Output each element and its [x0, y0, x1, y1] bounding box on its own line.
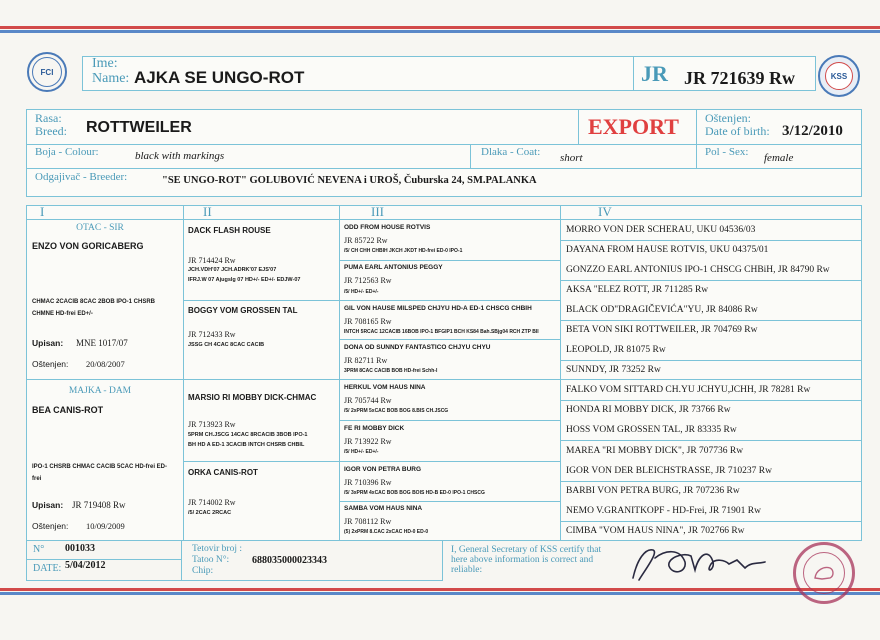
date-label: DATE:: [33, 563, 62, 574]
gen2-reg: JR 712433 Rw: [188, 330, 236, 339]
gen2-divider-1: [183, 300, 560, 301]
sire-label: OTAC - SIR: [76, 223, 124, 233]
gen2-reg: JR 713923 Rw: [188, 420, 236, 429]
gen2-reg: JR 714002 Rw: [188, 498, 236, 507]
column-header-ii: II: [203, 204, 212, 219]
top-stripe-red: [0, 26, 880, 29]
tatoo-label: Tatoo N°:: [192, 555, 230, 565]
dog-head-icon: [812, 564, 836, 582]
no-value: 001033: [65, 543, 95, 554]
coat-value: short: [560, 152, 583, 164]
gen2-titles: /5/ 2CAC 2RCAC: [188, 510, 232, 516]
info-col-divider-2: [696, 109, 697, 144]
gen4-entry: FALKO VOM SITTARD CH.YU JCHYU,JCHH, JR 78281 Rw: [566, 385, 811, 395]
gen4-entry: CIMBA "VOM HAUS NINA", JR 702766 Rw: [566, 526, 745, 536]
gen4-entry: AKSA "ELEZ ROTT, JR 711285 Rw: [566, 285, 709, 295]
sire-ostenjen-label: Oštenjen:: [32, 359, 69, 369]
gen4-entry: BLACK OD"DRAGIČEVIĆA"YU, JR 84086 Rw: [566, 305, 758, 315]
footer-left: [26, 541, 27, 581]
jr-mark: JR: [641, 61, 668, 86]
chip-value: 688035000023343: [252, 555, 327, 566]
gen4-entry: HOSS VOM GROSSEN TAL, JR 83335 Rw: [566, 425, 737, 435]
gen3-name: GIL VON HAUSE MILSPED CHJYU HD-A ED-1 CHSCG CHBIH: [344, 305, 532, 312]
gen4-entry: LEOPOLD, JR 81075 Rw: [566, 345, 666, 355]
gen4-entry: BARBI VON PETRA BURG, JR 707236 Rw: [566, 486, 740, 496]
gen4-entry: IGOR VON DER BLEICHSTRASSE, JR 710237 Rw: [566, 466, 772, 476]
gen3-titles: /5/ 3xPRM 4xCAC BOB BOG BOIS HD-B ED-0 IPO-1 CHSCG: [344, 490, 485, 496]
ostenjen-label: Oštenjen:: [705, 111, 751, 125]
gen3-titles: /5/ 2xPRM 5xCAC BOB BOG 8.BIS CH.JSCG: [344, 408, 449, 414]
sire-dob: 20/08/2007: [86, 359, 125, 369]
gen2-titles: 5PRM CH.JSCG 14CAC 8RCACIB 3BOB IPO-1: [188, 432, 308, 438]
gen3-name: ODD FROM HOUSE ROTVIS: [344, 224, 431, 231]
gen3-titles: 3PRM 8CAC CACIB BOB HD-frei Schh-I: [344, 368, 438, 374]
no-label: N°: [33, 544, 45, 555]
gen3-name: IGOR VON PETRA BURG: [344, 466, 422, 473]
dob-value: 3/12/2010: [782, 123, 843, 139]
gen3-name: FE RI MOBBY DICK: [344, 425, 405, 432]
gen3-name: HERKUL VOM HAUS NINA: [344, 384, 426, 391]
sire-reg: MNE 1017/07: [76, 338, 128, 348]
pedigree-col-divider-2: [339, 205, 340, 541]
gen4-entry: MORRO VON DER SCHERAU, UKU 04536/03: [566, 225, 756, 235]
gen3-titles: INTCH 5RCAC 12CACIB 16BOB IPO-1 BFGIP1 BCH KS84 Bah.SBjg04 RCH ZTP BII: [344, 329, 539, 335]
gen4-entry: HONDA RI MOBBY DICK, JR 73766 Rw: [566, 405, 731, 415]
sire-upisan-label: Upisan:: [32, 338, 64, 348]
gen3-divider-4: [339, 501, 560, 502]
gen3-reg: JR 82711 Rw: [344, 356, 388, 365]
gen3-divider-3: [339, 420, 560, 421]
date-value: 5/04/2012: [65, 560, 106, 571]
bottom-stripe-red: [0, 588, 880, 591]
dam-label: MAJKA - DAM: [68, 386, 132, 396]
top-stripe-blue: [0, 30, 880, 33]
kss-logo-text: KSS: [830, 71, 848, 81]
gen2-titles: JCH.VDH'07 JCH.ADRK'07 EJS'07: [188, 267, 277, 273]
sex-value: female: [764, 152, 794, 164]
gen3-reg: JR 712563 Rw: [344, 276, 392, 285]
tetoviranje-label: Tetovir broj :: [192, 544, 242, 554]
gen3-reg: JR 708165 Rw: [344, 317, 392, 326]
gen2-titles: IFRJ.W 07 Ajugslg 07 HD+/- ED+/- EDJW-07: [188, 277, 301, 283]
gen3-reg: JR 710396 Rw: [344, 478, 392, 487]
fci-logo: [27, 52, 67, 92]
gen4-entry: MAREA "RI MOBBY DICK", JR 707736 Rw: [566, 446, 744, 456]
breed-label: Breed:: [35, 124, 67, 138]
breed-value: ROTTWEILER: [86, 119, 192, 136]
export-label: EXPORT: [588, 114, 679, 139]
official-stamp: [793, 542, 855, 604]
dam-titles: IPO-1 CHSRB CHMAC CACIB 5CAC HD-frei ED-frei: [32, 464, 168, 482]
registration-number: JR 721639 Rw: [684, 68, 795, 88]
signature: [625, 540, 775, 585]
gen3-titles: (5) 2xPRM 8.CAC 2xCAC HD-0 ED-0: [344, 529, 429, 535]
sire-name: ENZO VON GORICABERG: [32, 241, 144, 251]
sire-titles: CHMAC 2CACIB 8CAC 2BOB IPO-1 CHSRB CHMNE HD-frei ED+/-: [32, 299, 156, 317]
gen4-entry: SUNNDY, JR 73252 Rw: [566, 365, 661, 375]
gen3-reg: JR 708112 Rw: [344, 517, 392, 526]
gen3-reg: JR 713922 Rw: [344, 437, 392, 446]
gen3-titles: /5/ HD+/- ED+/-: [344, 289, 379, 295]
gen3-name: SAMBA VOM HAUS NINA: [344, 505, 423, 512]
certify-text: I, General Secretary of KSS certify that here above information is correct and reliable:: [451, 545, 602, 575]
info-row-divider-2: [26, 168, 862, 169]
column-header-i: I: [40, 204, 45, 219]
gen2-titles: JSSG CH 4CAC 8CAC CACIB: [188, 342, 265, 348]
gen4-entry: BETA VON SIKI ROTTWEILER, JR 704769 Rw: [566, 325, 758, 335]
info-col-divider-3: [470, 144, 471, 168]
gen2-reg: JR 714424 Rw: [188, 256, 236, 265]
breeder-value: "SE UNGO-ROT" GOLUBOVIĆ NEVENA i UROŠ, Čuburska 24, SM.PALANKA: [162, 175, 537, 186]
gen3-divider-1: [339, 260, 560, 261]
rasa-label: Rasa:: [35, 111, 62, 125]
gen2-name: MARSIO RI MOBBY DICK-CHMAC: [188, 393, 317, 402]
footer-bottom: [26, 580, 442, 581]
pedigree-col-divider-1: [183, 205, 184, 541]
gen2-divider-2: [183, 461, 560, 462]
sex-label: Pol - Sex:: [705, 146, 749, 158]
gen4-entry: DAYANA FROM HAUSE ROTVIS, UKU 04375/01: [566, 245, 769, 255]
dam-name: BEA CANIS-ROT: [32, 405, 104, 415]
column-header-iv: IV: [598, 204, 612, 219]
footer-divider-2: [181, 541, 182, 581]
gen3-reg: JR 705744 Rw: [344, 396, 392, 405]
dam-dob: 10/09/2009: [86, 521, 125, 531]
dog-name: AJKA SE UNGO-ROT: [134, 68, 305, 87]
chip-label: Chip:: [192, 566, 214, 576]
gen3-name: DONA OD SUNNDY FANTASTICO CHJYU CHYU: [344, 344, 491, 351]
gen2-titles: BH HD A ED-1 3CACIB INTCH CHSRB CHBIL: [188, 442, 305, 448]
breeder-label: Odgajivač - Breeder:: [35, 171, 128, 183]
gen2-name: ORKA CANIS-ROT: [188, 468, 258, 477]
column-header-iii: III: [371, 204, 384, 219]
info-row-divider-1: [26, 144, 862, 145]
gen3-titles: /5/ HD+/- ED+/-: [344, 449, 379, 455]
info-col-divider-1: [578, 109, 579, 144]
footer-divider-3: [442, 541, 443, 581]
gen2-name: DACK FLASH ROUSE: [188, 226, 271, 235]
ime-label: Ime:: [92, 56, 118, 71]
colour-value: black with markings: [135, 150, 225, 162]
colour-label: Boja - Colour:: [35, 146, 99, 158]
info-col-divider-4: [696, 144, 697, 168]
gen4-entry: NEMO V.GRANITKOPF - HD-Frei, JR 71901 Rw: [566, 506, 761, 516]
coat-label: Dlaka - Coat:: [481, 146, 541, 158]
dam-ostenjen-label: Oštenjen:: [32, 521, 69, 531]
gen4-entry: GONZZO EARL ANTONIUS IPO-1 CHSCG CHBiH, JR 84790 Rw: [566, 265, 830, 275]
gen2-name: BOGGY VOM GROSSEN TAL: [188, 306, 298, 315]
gen3-name: PUMA EARL ANTONIUS PEGGY: [344, 264, 443, 271]
dam-upisan-label: Upisan:: [32, 500, 64, 510]
dam-reg: JR 719408 Rw: [72, 500, 126, 510]
gen3-reg: JR 85722 Rw: [344, 236, 388, 245]
dob-label: Date of birth:: [705, 124, 770, 138]
fci-logo-text: FCI: [40, 67, 54, 77]
name-label: Name:: [92, 71, 130, 86]
kss-logo: [818, 55, 860, 97]
gen3-divider-2: [339, 339, 560, 340]
gen3-titles: /5/ CH CHH CHBIH JKCH JKDT HD-frei ED-0 IPO-1: [344, 248, 463, 254]
bottom-stripe-blue: [0, 592, 880, 595]
